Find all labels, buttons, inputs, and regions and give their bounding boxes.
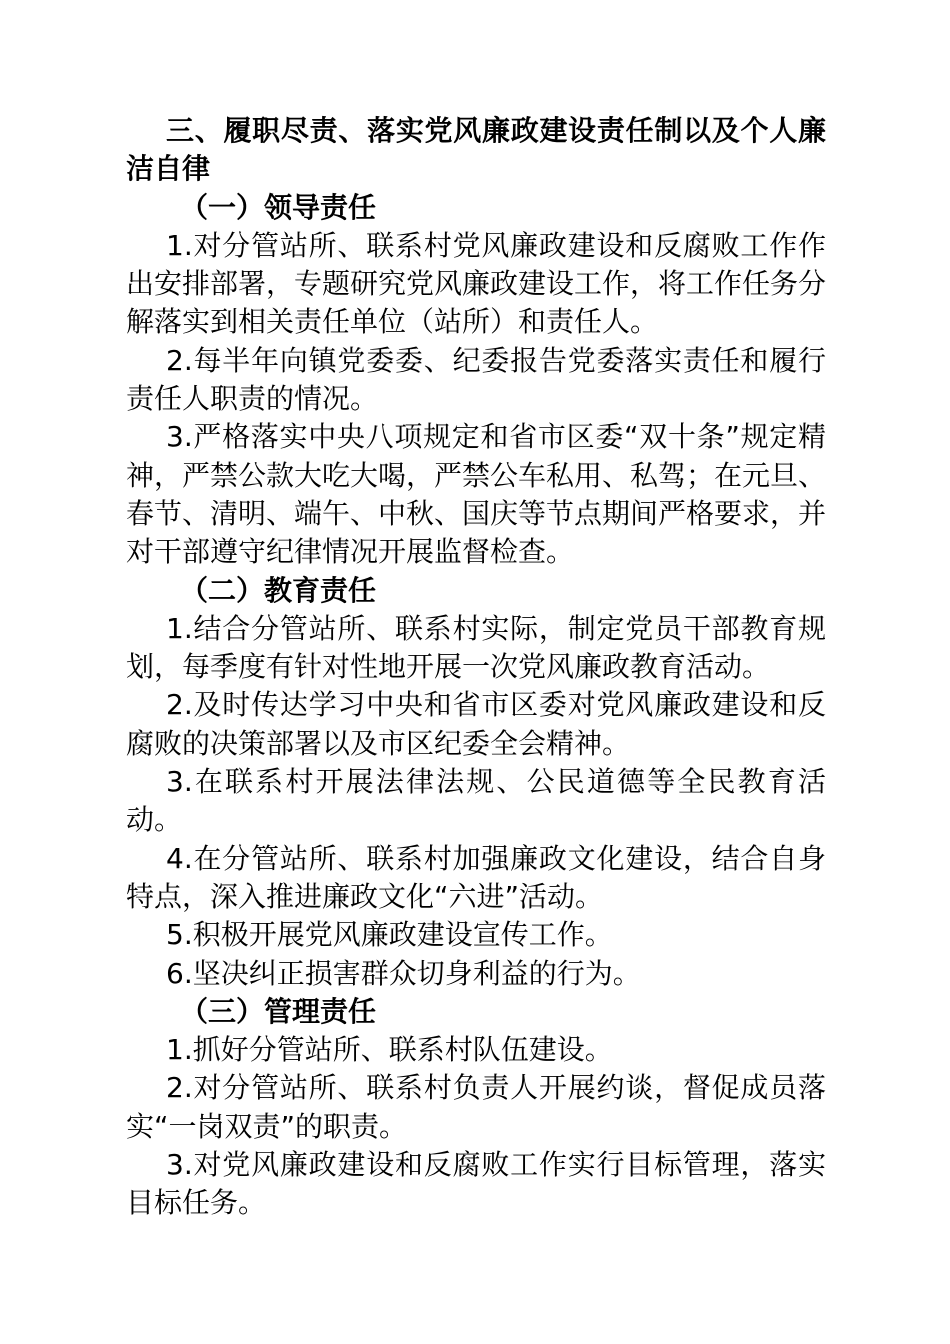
paragraph: 1.结合分管站所、联系村实际，制定党员干部教育规划，每季度有针对性地开展一次党风廉政教育活动。 <box>126 611 826 684</box>
paragraph: 5.积极开展党风廉政建设宣传工作。 <box>166 918 613 952</box>
paragraph: 4.在分管站所、联系村加强廉政文化建设，结合自身特点，深入推进廉政文化“六进”活动。 <box>126 841 826 913</box>
paragraph: 2.每半年向镇党委委、纪委报告党委落实责任和履行责任人职责的情况。 <box>126 343 826 416</box>
paragraph: 3.在联系村开展法律法规、公民道德等全民教育活动。 <box>126 765 826 837</box>
paragraph: 2.对分管站所、联系村负责人开展约谈，督促成员落实“一岗双责”的职责。 <box>126 1071 826 1143</box>
section-title: 三、履职尽责、落实党风廉政建设责任制以及个人廉洁自律 <box>126 114 826 186</box>
paragraph: 3.对党风廉政建设和反腐败工作实行目标管理，落实目标任务。 <box>126 1148 826 1220</box>
subsection-title-management: （三）管理责任 <box>180 994 377 1028</box>
paragraph: 3.严格落实中央八项规定和省市区委“双十条”规定精神，严禁公款大吃大喝，严禁公车私用、私驾；在元旦、春节、清明、端午、中秋、国庆等节点期间严格要求，并对干部遵守纪律情况开展监督检查。 <box>126 420 827 569</box>
subsection-title-leadership: （一）领导责任 <box>180 190 377 224</box>
document-page <box>126 112 826 1223</box>
subsection-title-education: （二）教育责任 <box>180 573 377 607</box>
paragraph: 2.及时传达学习中央和省市区委对党风廉政建设和反腐败的决策部署以及市区纪委全会精神。 <box>126 688 826 760</box>
paragraph: 1.对分管站所、联系村党风廉政建设和反腐败工作作出安排部署，专题研究党风廉政建设工作，将工作任务分解落实到相关责任单位（站所）和责任人。 <box>126 228 827 339</box>
paragraph: 6.坚决纠正损害群众切身利益的行为。 <box>166 956 641 990</box>
paragraph: 1.抓好分管站所、联系村队伍建设。 <box>166 1033 613 1067</box>
